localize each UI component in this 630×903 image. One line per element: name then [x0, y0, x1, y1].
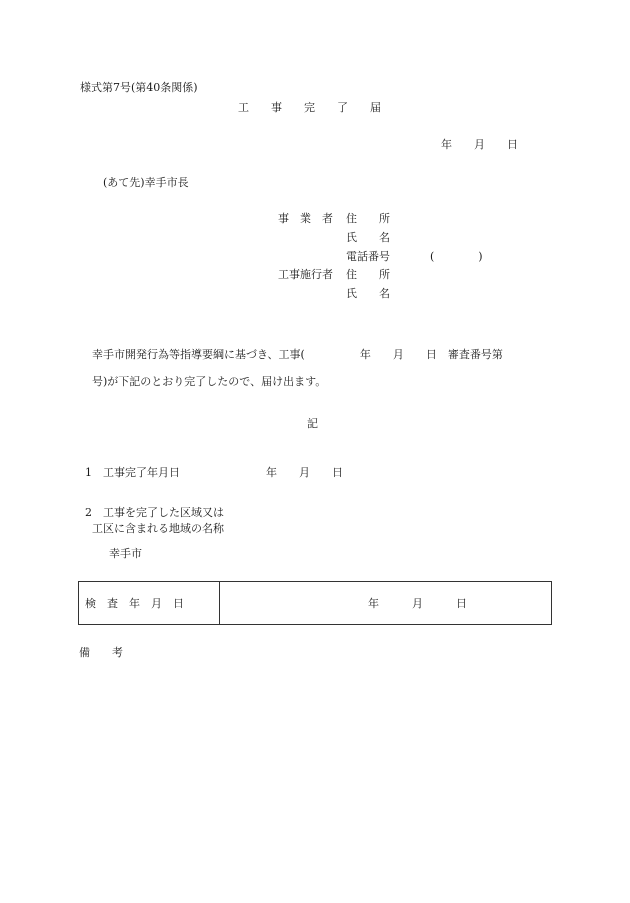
addressee: (あて先)幸手市長	[103, 176, 189, 189]
item2-label-line-1: 2 工事を完了した区域又は	[85, 506, 224, 519]
item2-label-line-2: 工区に含まれる地域の名称	[92, 522, 224, 535]
inspection-date: 年 月 日	[368, 597, 467, 610]
business-address-label: 住 所	[346, 212, 390, 225]
business-operator-label: 事 業 者	[278, 212, 333, 225]
item2-value: 幸手市	[109, 547, 142, 560]
document-title: 工 事 完 了 届	[238, 101, 381, 114]
contractor-name-label: 氏 名	[346, 287, 390, 300]
business-name-label: 氏 名	[346, 231, 390, 244]
ki-heading: 記	[307, 417, 318, 430]
inspection-divider	[219, 582, 220, 624]
submission-date: 年 月 日	[441, 138, 518, 151]
business-phone-label: 電話番号	[346, 250, 390, 263]
item1-label: 1 工事完了年月日	[85, 466, 180, 479]
body-text-line-1: 幸手市開発行為等指導要綱に基づき、工事( 年 月 日 審査番号第	[92, 348, 503, 361]
item1-date: 年 月 日	[266, 466, 343, 479]
body-text-line-2: 号)が下記のとおり完了したので、届け出ます。	[92, 375, 327, 388]
form-number: 様式第7号(第40条関係)	[80, 81, 198, 94]
contractor-label: 工事施行者	[278, 268, 333, 281]
inspection-label: 検 査 年 月 日	[85, 597, 184, 610]
contractor-address-label: 住 所	[346, 268, 390, 281]
business-phone-parens: ( )	[430, 250, 483, 263]
remarks-label: 備 考	[79, 646, 123, 659]
